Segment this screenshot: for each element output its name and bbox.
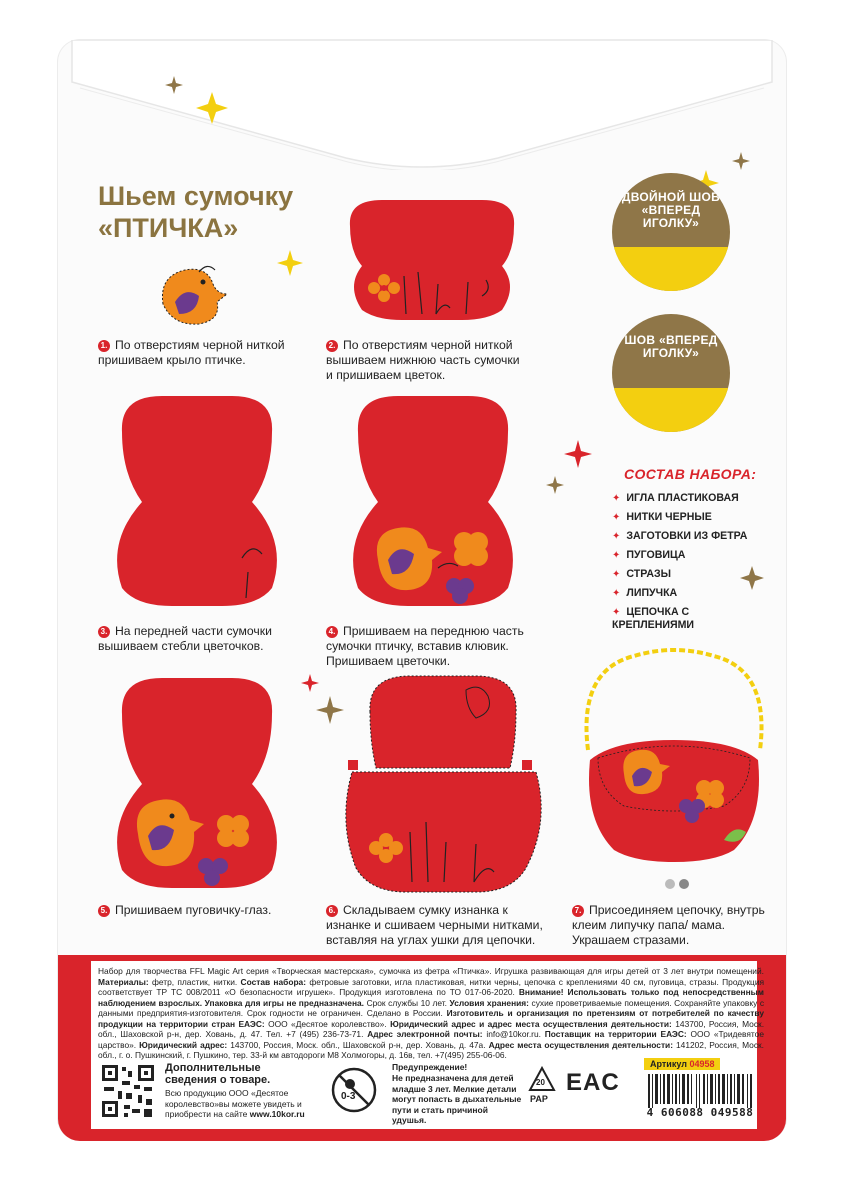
- legal-supplier: ООО «Тридевятое царство».: [98, 1029, 764, 1050]
- recycle-number: 20: [536, 1078, 545, 1087]
- step-4-number: 4.: [326, 626, 338, 638]
- step-3: [98, 624, 303, 654]
- step4-bag-with-bird-image: [338, 392, 528, 612]
- legal-supplier-label: Поставщик на территории ЕАЭС:: [544, 1029, 687, 1039]
- single-stitch-label: ШОВ «ВПЕРЕД ИГОЛКУ»: [624, 333, 718, 360]
- legal-email: info@10kor.ru.: [486, 1029, 541, 1039]
- legal-address: 143700, Россия, Моск. обл., Шаховской р-н, дер. Ховань, д. 47. Тел. +7 (495) 236-73-71.: [98, 1018, 765, 1039]
- step-4: [326, 624, 531, 669]
- single-stitch-badge: [612, 314, 730, 432]
- legal-intro: Набор для творчества FFL Magic Art серия «Творческая мастерская», сумочка из фетра «Птичка». Игрушка развивающая для игры детей от 3 лет внутри помещений.: [98, 966, 764, 976]
- qr-heading-text: Дополнительные сведения о товаре.: [165, 1062, 271, 1086]
- legal-materials: фетр, пластик, нитки.: [151, 976, 238, 987]
- step-5: [98, 903, 303, 918]
- warning-body: [392, 1073, 522, 1126]
- step1-bird-image: [155, 258, 235, 330]
- article-label: [644, 1058, 720, 1070]
- legal-materials-label: Материалы:: [98, 976, 149, 987]
- legal-text: [98, 966, 764, 1061]
- double-stitch-badge: [612, 173, 730, 291]
- legal-kit-label: Состав набора:: [240, 976, 307, 987]
- step-6: [326, 903, 546, 948]
- kit-item-label: ЛИПУЧКА: [626, 587, 678, 599]
- qr-body-text: Всю продукцию ООО «Десятое королевство»вы можете увидеть и приобрести на сайте: [165, 1088, 302, 1119]
- kit-item-label: ЦЕПОЧКА С КРЕПЛЕНИЯМИ: [612, 606, 695, 631]
- kit-item-label: ЗАГОТОВКИ ИЗ ФЕТРА: [626, 530, 748, 542]
- step-3-text: На передней части сумочки вышиваем стебли цветочков.: [98, 624, 272, 653]
- step-5-number: 5.: [98, 905, 110, 917]
- step-6-number: 6.: [326, 905, 338, 917]
- single-stitch-yellow-band: [612, 388, 730, 432]
- step-7-number: 7.: [572, 905, 584, 917]
- step2-bag-bottom-image: [342, 196, 522, 324]
- age-badge: 0-3: [341, 1091, 356, 1102]
- step-2-number: 2.: [326, 340, 338, 352]
- legal-maker-label: Изготовитель и организация по претензиям от потребителей по качеству продукции на территории стран ЕАЭС:: [98, 1008, 764, 1029]
- kit-item-label: НИТКИ ЧЕРНЫЕ: [626, 511, 712, 523]
- star-icon: ✦: [612, 531, 621, 542]
- double-stitch-yellow-band: [612, 247, 730, 291]
- step-2: [326, 338, 521, 383]
- step-2-text: По отверстиям черной ниткой вышиваем нижнюю часть сумочки и пришиваем цветок.: [326, 338, 520, 382]
- qr-body: [165, 1088, 315, 1120]
- article-number: 04958: [689, 1059, 715, 1069]
- recycle-code: PAP: [530, 1094, 548, 1104]
- legal-warning: Внимание! Использовать только под непосредственным наблюдением взрослых. Упаковка для игры не предназначена.: [98, 987, 765, 1008]
- kit-title: СОСТАВ НАБОРА:: [624, 466, 757, 482]
- step-7-text: Присоединяем цепочку, внутрь клеим липучку папа/ мама. Украшаем стразами.: [572, 903, 765, 947]
- legal-email-label: Адрес электронной почты:: [367, 1029, 483, 1039]
- legal-supplier-place: 141202, Россия, Моск. обл., г. о. Пушкинский, г. Пушкино, тер. 33-й км автодороги М8 Холмогоры, д. 16в, тел. +7(495) 255-06-06.: [98, 1039, 765, 1060]
- age-restriction-icon: [330, 1066, 378, 1114]
- page-title-line1: Шьем сумочку: [98, 181, 294, 211]
- star-icon: ✦: [612, 493, 621, 504]
- kit-item-label: СТРАЗЫ: [626, 568, 672, 580]
- step-3-number: 3.: [98, 626, 110, 638]
- warning-heading-text: Предупреждение!: [392, 1062, 468, 1072]
- kit-item-label: ПУГОВИЦА: [626, 549, 686, 561]
- legal-maker: ООО «Десятое королевство».: [268, 1018, 387, 1029]
- legal-storage: сухие проветриваемые помещения. Сохраняйте упаковку с данными предприятия-изготовителя. Срок годности не ограничен. Сделано в России.: [98, 997, 765, 1018]
- star-icon: ✦: [612, 588, 621, 599]
- kit-item: [612, 549, 685, 561]
- qr-heading: [165, 1062, 285, 1086]
- step-1-text: По отверстиям черной ниткой пришиваем крыло птичке.: [98, 338, 285, 367]
- step6-bag-sewn-image: [326, 672, 546, 898]
- barcode-image: [648, 1074, 752, 1108]
- qr-code: [100, 1063, 156, 1119]
- legal-storage-label: Условия хранения:: [449, 997, 529, 1008]
- kit-item: [612, 568, 671, 580]
- kit-item: [612, 606, 722, 632]
- legal-service: Срок службы 10 лет.: [366, 997, 447, 1008]
- article-label-text: Артикул: [650, 1059, 687, 1069]
- step-7: [572, 903, 782, 948]
- barcode-number: 4 606088 049588: [646, 1106, 754, 1119]
- step3-bag-front-image: [102, 392, 292, 612]
- star-icon: ✦: [612, 550, 621, 561]
- legal-supplier-place-label: Адрес места осуществления деятельности:: [488, 1039, 673, 1050]
- kit-item-label: ИГЛА ПЛАСТИКОВАЯ: [626, 492, 739, 504]
- kit-item: [612, 492, 739, 504]
- step-1-number: 1.: [98, 340, 110, 352]
- kit-item: [612, 587, 677, 599]
- star-icon: ✦: [612, 512, 621, 523]
- step7-finished-bag-image: [574, 640, 774, 890]
- legal-supplier-address: 143700, Россия, Моск. обл., Шаховской р-н, дер. Ховань, д. 47а.: [230, 1039, 486, 1050]
- star-icon: ✦: [612, 569, 621, 580]
- kit-item: [612, 511, 712, 523]
- step-4-text: Пришиваем на переднюю часть сумочки птичку, вставив клювик. Пришиваем цветочки.: [326, 624, 524, 668]
- kit-item: [612, 530, 747, 542]
- legal-supplier-address-label: Юридический адрес:: [139, 1039, 228, 1050]
- legal-address-label: Юридический адрес и адрес места осуществления деятельности:: [390, 1018, 672, 1029]
- page-title-line2: «ПТИЧКА»: [98, 213, 239, 243]
- step-5-text: Пришиваем пуговичку-глаз.: [115, 903, 272, 917]
- star-icon: ✦: [612, 607, 621, 618]
- double-stitch-label: ДВОЙНОЙ ШОВ «ВПЕРЕД ИГОЛКУ»: [621, 190, 721, 230]
- step-1: [98, 338, 303, 368]
- warning-body-text: Не предназначена для детей младше 3 лет. Мелкие детали могут попасть в дыхательные пути и стать причиной удушья.: [392, 1073, 522, 1125]
- legal-kit: фетровые заготовки, игла пластиковая, нитки черны, цепочка с креплениями 40 см, пуговица, стразы. Продукция соответствует ТР ТС 008/2011 «О безопасности игрушек». Продукция изготовлена по ТО 017-06-2020.: [98, 976, 765, 997]
- step-6-text: Складываем сумку изнанка к изнанке и сшиваем черными нитками, вставляя на углах ушки для цепочки.: [326, 903, 543, 947]
- site-link[interactable]: www.10kor.ru: [249, 1109, 305, 1119]
- step5-bag-eye-image: [102, 674, 292, 894]
- eac-mark: EAC: [566, 1069, 620, 1096]
- warning-heading: [392, 1062, 522, 1073]
